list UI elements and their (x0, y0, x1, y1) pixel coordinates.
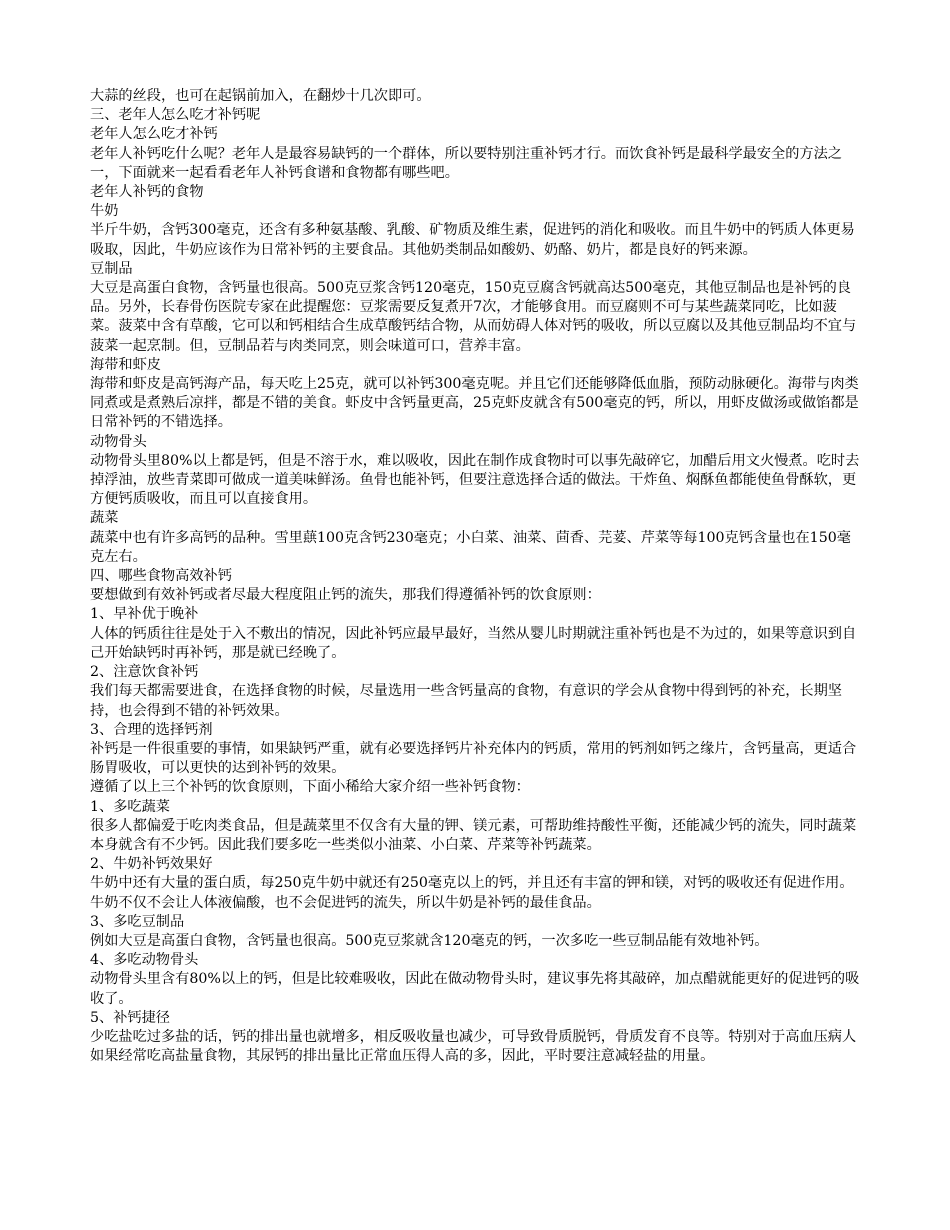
paragraph: 要想做到有效补钙或者尽最大程度阻止钙的流失，那我们得遵循补钙的饮食原则： (90, 587, 601, 604)
paragraph: 半斤牛奶，含钙300毫克，还含有多种氨基酸、乳酸、矿物质及维生素，促进钙的消化和吸收。而且牛奶中的钙质人体更易吸取，因此，牛奶应该作为日常补钙的主要食品。其他奶类制品如酸奶、奶酪、奶片，都是良好的钙来源。 (90, 222, 855, 258)
paragraph: 很多人都偏爱于吃肉类食品，但是蔬菜里不仅含有大量的钾、镁元素，可帮助维持酸性平衡，还能减少钙的流失，同时蔬菜本身就含有不少钙。因此我们要多吃一些类似小油菜、小白菜、芹菜等补钙蔬菜。 (90, 817, 857, 853)
subheading: 蔬菜 (90, 510, 119, 527)
paragraph: 牛奶中还有大量的蛋白质，每250克牛奶中就还有250毫克以上的钙，并且还有丰富的钾和镁，对钙的吸收还有促进作用。牛奶不仅不会让人体液偏酸，也不会促进钙的流失，所以牛奶是补钙的最佳食品。 (90, 875, 854, 911)
subheading: 3、合理的选择钙剂 (90, 721, 213, 738)
paragraph: 动物骨头里80%以上都是钙，但是不溶于水，难以吸收，因此在制作成食物时可以事先敲碎它，加醋后用文火慢煮。吃时去掉浮油，放些青菜即可做成一道美味鲜汤。鱼骨也能补钙，但要注意选择合适的做法。干炸鱼、焖酥鱼都能使鱼骨酥软，更方便钙质吸收，而且可以直接食用。 (90, 452, 860, 508)
subheading: 2、注意饮食补钙 (90, 664, 199, 681)
paragraph: 例如大豆是高蛋白食物，含钙量也很高。500克豆浆就含120毫克的钙，一次多吃一些豆制品能有效地补钙。 (90, 932, 769, 949)
paragraph: 少吃盐吃过多盐的话，钙的排出量也就增多，相反吸收量也减少，可导致骨质脱钙，骨质发育不良等。特别对于高血压病人如果经常吃高盐量食物，其尿钙的排出量比正常血压得人高的多，因此，平时要注意减轻盐的用量。 (90, 1028, 857, 1065)
subheading: 豆制品 (90, 260, 133, 277)
paragraph: 大蒜的丝段，也可在起锅前加入，在翻炒十几次即可。 (90, 88, 431, 104)
subheading: 3、多吃豆制品 (90, 913, 185, 930)
paragraph: 补钙是一件很重要的事情，如果缺钙严重，就有必要选择钙片补充体内的钙质，常用的钙剂如钙之缘片，含钙量高，更适合肠胃吸收，可以更快的达到补钙的效果。 (90, 740, 857, 777)
subheading: 5、补钙捷径 (90, 1009, 170, 1026)
paragraph: 大豆是高蛋白食物，含钙量也很高。500克豆浆含钙120毫克，150克豆腐含钙就高达500毫克，其他豆制品也是补钙的良品。另外，长春骨伤医院专家在此提醒您：豆浆需要反复煮开7次，才能够食用。而豆腐则不可与某些蔬菜同吃，比如菠菜。菠菜中含有草酸，它可以和钙相结合生成草酸钙结合物，从而妨碍人体对钙的吸收，所以豆腐以及其他豆制品均不宜与菠菜一起烹制。但，豆制品若与肉类同烹，则会味道可口，营养丰富。 (90, 280, 857, 354)
subheading: 1、多吃蔬菜 (90, 798, 170, 815)
paragraph: 动物骨头里含有80%以上的钙，但是比较难吸收，因此在做动物骨头时，建议事先将其敲碎，加点醋就能更好的促进钙的吸收了。 (90, 971, 860, 1007)
paragraph: 遵循了以上三个补钙的饮食原则，下面小稀给大家介绍一些补钙食物： (90, 779, 530, 796)
section-heading: 四、哪些食物高效补钙 (90, 568, 232, 585)
paragraph: 蔬菜中也有许多高钙的品种。雪里蕻100克含钙230毫克；小白菜、油菜、茴香、芫荽、芹菜等每100克钙含量也在150毫克左右。 (90, 529, 851, 565)
paragraph: 老年人补钙吃什么呢？老年人是最容易缺钙的一个群体，所以要特别注重补钙才行。而饮食补钙是最科学最安全的方法之一，下面就来一起看看老年人补钙食谱和食物都有哪些吧。 (90, 145, 842, 181)
paragraph: 人体的钙质往往是处于入不敷出的情况，因此补钙应最早最好，当然从婴儿时期就注重补钙也是不为过的，如果等意识到自己开始缺钙时再补钙，那是就已经晚了。 (90, 625, 857, 661)
subheading: 2、牛奶补钙效果好 (90, 856, 213, 873)
subheading: 老年人补钙的食物 (90, 184, 204, 201)
subheading: 海带和虾皮 (90, 356, 161, 373)
subheading: 动物骨头 (90, 433, 147, 450)
document-body (90, 87, 860, 1066)
subheading: 牛奶 (90, 203, 119, 220)
paragraph: 海带和虾皮是高钙海产品，每天吃上25克，就可以补钙300毫克呢。并且它们还能够降低血脂，预防动脉硬化。海带与肉类同煮或是煮熟后凉拌，都是不错的美食。虾皮中含钙量更高，25克虾皮就含有500毫克的钙，所以，用虾皮做汤或做馅都是日常补钙的不错选择。 (90, 376, 859, 431)
subheading: 1、早补优于晚补 (90, 606, 199, 623)
subheading: 4、多吃动物骨头 (90, 952, 199, 969)
section-heading: 三、老年人怎么吃才补钙呢 (90, 107, 261, 124)
paragraph: 我们每天都需要进食，在选择食物的时候，尽量选用一些含钙量高的食物，有意识的学会从食物中得到钙的补充，长期坚持，也会得到不错的补钙效果。 (90, 683, 842, 719)
subheading: 老年人怎么吃才补钙 (90, 126, 218, 143)
